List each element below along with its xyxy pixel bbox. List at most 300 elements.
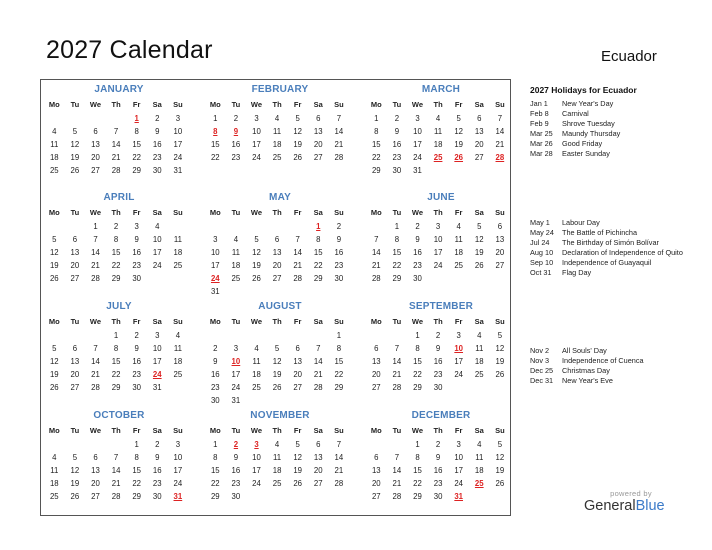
day-cell: 20 xyxy=(474,140,484,149)
day-cell: 24 xyxy=(173,153,183,162)
day-cell: 7 xyxy=(394,344,400,353)
day-cell: 15 xyxy=(210,140,220,149)
day-cell: 16 xyxy=(152,466,162,475)
week-row xyxy=(205,477,355,490)
day-cell: 6 xyxy=(316,114,321,123)
day-cell: 4 xyxy=(477,440,482,449)
day-cell: 28 xyxy=(91,274,100,283)
day-cell: 1 xyxy=(113,331,119,340)
weekday-label: Tu xyxy=(392,100,402,109)
day-cell: 16 xyxy=(152,140,162,149)
empty-day-cell xyxy=(469,272,490,285)
day-cell: 22 xyxy=(111,261,121,270)
day-cell: 7 xyxy=(394,453,400,462)
day-cell: 8 xyxy=(374,127,379,136)
weekday-label: Mo xyxy=(370,100,382,109)
day-cell: 23 xyxy=(231,153,241,162)
empty-day-cell xyxy=(448,381,469,394)
day-cell: 17 xyxy=(152,248,162,257)
day-cell: 14 xyxy=(91,248,100,257)
weekday-label: Mo xyxy=(209,426,221,435)
week-row xyxy=(205,355,355,368)
empty-day-cell xyxy=(329,285,350,298)
week-row xyxy=(366,246,516,259)
week-row xyxy=(205,246,355,259)
empty-day-cell xyxy=(226,220,247,233)
day-cell: 13 xyxy=(474,127,484,136)
empty-day-cell xyxy=(329,490,350,503)
month-name: JULY xyxy=(106,301,132,312)
day-cell: 10 xyxy=(152,344,162,353)
weekday-header xyxy=(366,98,516,111)
day-cell: 4 xyxy=(456,222,461,231)
day-cell: 30 xyxy=(334,274,344,283)
day-cell: 11 xyxy=(173,235,182,244)
day-cell: 29 xyxy=(334,383,344,392)
day-cell: 18 xyxy=(474,466,484,475)
week-row xyxy=(44,246,194,259)
empty-day-cell xyxy=(65,329,86,342)
day-cell: 23 xyxy=(392,153,402,162)
weekday-header xyxy=(205,424,355,437)
week-row xyxy=(205,285,355,298)
holiday-item xyxy=(530,99,705,109)
day-cell: 5 xyxy=(497,440,503,449)
empty-day-cell xyxy=(329,394,350,407)
day-cell: 29 xyxy=(413,383,422,392)
empty-day-cell xyxy=(106,438,127,451)
week-row xyxy=(205,272,355,285)
day-cell: 18 xyxy=(252,370,261,379)
day-cell: 15 xyxy=(392,248,402,257)
day-cell: 16 xyxy=(132,248,142,257)
day-cell: 19 xyxy=(495,357,505,366)
weekday-label: Fr xyxy=(454,317,463,326)
weekday-label: Fr xyxy=(293,208,302,217)
day-cell: 27 xyxy=(495,261,505,270)
holiday-name: Carnival xyxy=(562,109,589,118)
day-cell: 16 xyxy=(231,466,241,475)
day-cell: 9 xyxy=(233,127,239,136)
week-row xyxy=(366,151,516,164)
day-cell: 23 xyxy=(231,479,241,488)
day-cell: 24 xyxy=(152,370,162,379)
week-row xyxy=(44,381,194,394)
holiday-date: Dec 25 xyxy=(530,366,554,375)
holiday-item xyxy=(530,376,705,386)
weekday-label: Su xyxy=(495,100,505,109)
day-cell: 19 xyxy=(293,466,303,475)
day-cell: 7 xyxy=(316,344,321,353)
day-cell: 22 xyxy=(210,479,220,488)
day-cell: 25 xyxy=(231,274,241,283)
day-cell: 20 xyxy=(70,261,80,270)
day-cell: 23 xyxy=(152,479,162,488)
day-cell: 27 xyxy=(91,492,100,501)
day-cell: 20 xyxy=(371,370,381,379)
day-cell: 7 xyxy=(295,235,300,244)
weekday-label: Su xyxy=(173,317,183,326)
day-cell: 3 xyxy=(254,114,259,123)
day-cell: 31 xyxy=(210,287,220,296)
empty-day-cell xyxy=(287,329,308,342)
holiday-date: Jul 24 xyxy=(530,238,550,247)
day-cell: 25 xyxy=(272,153,282,162)
weekday-label: Mo xyxy=(209,100,221,109)
holiday-name: Labour Day xyxy=(562,218,600,227)
day-cell: 25 xyxy=(474,479,484,488)
day-cell: 13 xyxy=(91,466,100,475)
day-cell: 28 xyxy=(111,166,121,175)
day-cell: 21 xyxy=(392,479,402,488)
holiday-name: The Battle of Pichincha xyxy=(562,228,638,237)
weekday-label: Su xyxy=(495,208,505,217)
day-cell: 9 xyxy=(435,453,441,462)
day-cell: 21 xyxy=(111,153,121,162)
weekday-label: Tu xyxy=(70,208,80,217)
day-cell: 11 xyxy=(273,127,282,136)
empty-day-cell xyxy=(366,438,387,451)
day-cell: 29 xyxy=(111,383,121,392)
day-cell: 1 xyxy=(316,222,321,231)
month-name: SEPTEMBER xyxy=(408,301,474,312)
day-cell: 23 xyxy=(334,261,344,270)
day-cell: 15 xyxy=(313,248,323,257)
weekday-label: We xyxy=(89,317,102,326)
day-cell: 18 xyxy=(272,466,282,475)
holidays-title: 2027 Holidays for Ecuador xyxy=(530,85,637,95)
day-cell: 12 xyxy=(49,248,59,257)
holiday-name: Good Friday xyxy=(562,139,603,148)
day-cell: 14 xyxy=(334,127,344,136)
week-row xyxy=(44,438,194,451)
weekday-label: Su xyxy=(495,426,505,435)
day-cell: 10 xyxy=(210,248,220,257)
day-cell: 10 xyxy=(173,127,183,136)
day-cell: 9 xyxy=(336,235,342,244)
day-cell: 26 xyxy=(293,479,303,488)
day-cell: 2 xyxy=(213,344,218,353)
day-cell: 8 xyxy=(113,344,119,353)
day-cell: 23 xyxy=(132,370,142,379)
week-row xyxy=(366,368,516,381)
weekday-label: Mo xyxy=(48,208,60,217)
day-cell: 29 xyxy=(132,166,142,175)
day-cell: 31 xyxy=(413,166,422,175)
day-cell: 1 xyxy=(134,114,139,123)
day-cell: 8 xyxy=(213,127,218,136)
day-cell: 2 xyxy=(233,114,239,123)
day-cell: 16 xyxy=(392,140,402,149)
day-cell: 7 xyxy=(113,127,119,136)
week-row xyxy=(366,233,516,246)
weekday-header xyxy=(366,315,516,328)
day-cell: 22 xyxy=(111,370,121,379)
weekday-label: Th xyxy=(433,426,443,435)
day-cell: 25 xyxy=(173,370,183,379)
day-cell: 22 xyxy=(413,370,422,379)
month-name: MARCH xyxy=(421,84,461,95)
day-cell: 30 xyxy=(132,274,142,283)
holiday-name: Easter Sunday xyxy=(562,149,610,158)
day-cell: 6 xyxy=(374,344,379,353)
empty-day-cell xyxy=(308,329,329,342)
day-cell: 4 xyxy=(175,331,181,340)
week-row xyxy=(205,394,355,407)
empty-day-cell xyxy=(246,394,267,407)
holiday-item xyxy=(530,268,705,278)
week-row xyxy=(366,164,516,177)
day-cell: 5 xyxy=(497,331,503,340)
weekday-label: We xyxy=(250,208,263,217)
day-cell: 16 xyxy=(334,248,344,257)
month-march xyxy=(366,84,516,177)
day-cell: 18 xyxy=(231,261,241,270)
week-row xyxy=(44,368,194,381)
weekday-label: Mo xyxy=(370,208,382,217)
day-cell: 28 xyxy=(495,153,505,162)
day-cell: 6 xyxy=(72,235,78,244)
day-cell: 15 xyxy=(132,140,142,149)
week-row xyxy=(44,259,194,272)
day-cell: 24 xyxy=(252,153,261,162)
weekday-label: Th xyxy=(111,100,121,109)
empty-day-cell xyxy=(44,438,65,451)
day-cell: 17 xyxy=(173,140,183,149)
holiday-group xyxy=(530,99,705,159)
weekday-label: Th xyxy=(433,208,443,217)
weekday-label: Sa xyxy=(313,426,323,435)
empty-day-cell xyxy=(65,438,86,451)
day-cell: 9 xyxy=(134,344,139,353)
week-row xyxy=(366,490,516,503)
holiday-item xyxy=(530,129,705,139)
day-cell: 24 xyxy=(152,261,162,270)
day-cell: 25 xyxy=(272,479,282,488)
day-cell: 1 xyxy=(394,222,400,231)
holiday-item xyxy=(530,228,705,238)
weekday-label: Fr xyxy=(132,100,141,109)
weekday-label: We xyxy=(89,100,102,109)
day-cell: 10 xyxy=(173,453,183,462)
week-row xyxy=(44,220,194,233)
day-cell: 5 xyxy=(254,235,259,244)
empty-day-cell xyxy=(469,381,490,394)
weekday-label: Su xyxy=(334,317,344,326)
day-cell: 24 xyxy=(210,274,220,283)
week-row xyxy=(205,438,355,451)
weekday-label: Tu xyxy=(231,426,241,435)
holiday-date: Aug 10 xyxy=(530,248,554,257)
day-cell: 3 xyxy=(134,222,139,231)
day-cell: 22 xyxy=(413,479,422,488)
holiday-name: Declaration of Independence of Quito xyxy=(562,248,683,257)
month-august xyxy=(205,301,355,407)
week-row xyxy=(205,381,355,394)
holiday-name: Maundy Thursday xyxy=(562,129,621,138)
day-cell: 4 xyxy=(435,114,441,123)
day-cell: 15 xyxy=(413,357,422,366)
empty-day-cell xyxy=(205,220,226,233)
empty-day-cell xyxy=(287,394,308,407)
day-cell: 7 xyxy=(374,235,379,244)
empty-day-cell xyxy=(287,220,308,233)
day-cell: 9 xyxy=(394,127,400,136)
day-cell: 6 xyxy=(295,344,300,353)
day-cell: 24 xyxy=(231,383,241,392)
empty-day-cell xyxy=(308,285,329,298)
day-cell: 22 xyxy=(313,261,323,270)
day-cell: 26 xyxy=(474,261,484,270)
day-cell: 25 xyxy=(433,153,443,162)
week-row xyxy=(44,451,194,464)
weekday-label: Mo xyxy=(48,426,60,435)
empty-day-cell xyxy=(85,329,106,342)
empty-day-cell xyxy=(246,329,267,342)
day-cell: 24 xyxy=(454,479,464,488)
day-cell: 19 xyxy=(293,140,303,149)
day-cell: 27 xyxy=(371,492,381,501)
week-row xyxy=(366,112,516,125)
day-cell: 4 xyxy=(477,331,482,340)
month-name: OCTOBER xyxy=(93,410,145,421)
day-cell: 26 xyxy=(272,383,282,392)
day-cell: 17 xyxy=(210,261,220,270)
day-cell: 11 xyxy=(454,235,463,244)
month-name: JANUARY xyxy=(94,84,144,95)
month-january xyxy=(44,84,194,177)
empty-day-cell xyxy=(44,329,65,342)
day-cell: 16 xyxy=(132,357,142,366)
day-cell: 21 xyxy=(91,370,100,379)
day-cell: 19 xyxy=(252,261,261,270)
empty-day-cell xyxy=(226,329,247,342)
day-cell: 9 xyxy=(155,127,160,136)
day-cell: 12 xyxy=(474,235,484,244)
weekday-label: We xyxy=(89,426,102,435)
day-cell: 9 xyxy=(435,344,441,353)
month-april xyxy=(44,192,194,285)
holiday-date: Feb 9 xyxy=(530,119,549,128)
weekday-label: Th xyxy=(111,208,121,217)
weekday-header xyxy=(44,206,194,219)
holiday-group xyxy=(530,346,705,386)
day-cell: 4 xyxy=(52,127,57,136)
weekday-label: Su xyxy=(334,100,344,109)
weekday-label: Tu xyxy=(70,317,80,326)
day-cell: 8 xyxy=(415,344,420,353)
day-cell: 26 xyxy=(49,274,59,283)
brand-name-part2: Blue xyxy=(635,498,665,514)
day-cell: 6 xyxy=(374,453,379,462)
day-cell: 16 xyxy=(433,357,443,366)
day-cell: 30 xyxy=(231,492,241,501)
day-cell: 2 xyxy=(435,440,441,449)
day-cell: 18 xyxy=(49,153,59,162)
brand-name xyxy=(584,498,674,514)
day-cell: 15 xyxy=(210,466,220,475)
empty-day-cell xyxy=(246,220,267,233)
day-cell: 19 xyxy=(454,140,464,149)
day-cell: 17 xyxy=(252,466,261,475)
month-july xyxy=(44,301,194,394)
day-cell: 9 xyxy=(415,235,420,244)
empty-day-cell xyxy=(490,490,511,503)
month-name: AUGUST xyxy=(258,301,302,312)
week-row xyxy=(44,342,194,355)
day-cell: 12 xyxy=(495,344,505,353)
day-cell: 13 xyxy=(293,357,303,366)
day-cell: 2 xyxy=(134,331,139,340)
day-cell: 3 xyxy=(213,235,218,244)
week-row xyxy=(366,477,516,490)
day-cell: 20 xyxy=(91,479,100,488)
week-row xyxy=(366,438,516,451)
weekday-label: We xyxy=(411,208,424,217)
holiday-name: The Birthday of Simón Bolívar xyxy=(562,238,659,247)
day-cell: 27 xyxy=(313,153,323,162)
day-cell: 11 xyxy=(475,344,484,353)
holiday-item xyxy=(530,109,705,119)
day-cell: 24 xyxy=(252,479,261,488)
day-cell: 5 xyxy=(456,114,461,123)
day-cell: 16 xyxy=(433,466,443,475)
day-cell: 16 xyxy=(210,370,220,379)
holiday-item xyxy=(530,238,705,248)
day-cell: 9 xyxy=(233,453,239,462)
day-cell: 23 xyxy=(413,261,422,270)
weekday-label: Fr xyxy=(132,317,141,326)
day-cell: 12 xyxy=(495,453,505,462)
day-cell: 8 xyxy=(336,344,342,353)
weekday-label: Sa xyxy=(474,100,484,109)
week-row xyxy=(44,233,194,246)
day-cell: 13 xyxy=(371,357,381,366)
day-cell: 26 xyxy=(293,153,303,162)
week-row xyxy=(44,272,194,285)
day-cell: 21 xyxy=(293,261,303,270)
week-row xyxy=(44,464,194,477)
weekday-label: Mo xyxy=(48,100,60,109)
day-cell: 20 xyxy=(495,248,505,257)
day-cell: 10 xyxy=(231,357,241,366)
day-cell: 17 xyxy=(173,466,183,475)
day-cell: 17 xyxy=(454,466,464,475)
day-cell: 20 xyxy=(70,370,80,379)
week-row xyxy=(205,451,355,464)
day-cell: 20 xyxy=(272,261,282,270)
week-row xyxy=(44,125,194,138)
day-cell: 19 xyxy=(70,479,80,488)
empty-day-cell xyxy=(147,272,168,285)
day-cell: 3 xyxy=(415,114,420,123)
weekday-label: Th xyxy=(111,426,121,435)
day-cell: 25 xyxy=(173,261,183,270)
day-cell: 18 xyxy=(474,357,484,366)
empty-day-cell xyxy=(267,490,288,503)
empty-day-cell xyxy=(168,381,189,394)
day-cell: 21 xyxy=(495,140,505,149)
empty-day-cell xyxy=(448,164,469,177)
day-cell: 19 xyxy=(70,153,80,162)
day-cell: 2 xyxy=(113,222,119,231)
day-cell: 5 xyxy=(52,235,57,244)
day-cell: 18 xyxy=(272,140,282,149)
calendar-grid xyxy=(40,79,511,516)
holiday-date: Nov 3 xyxy=(530,356,550,365)
day-cell: 4 xyxy=(274,114,280,123)
weekday-label: We xyxy=(411,426,424,435)
